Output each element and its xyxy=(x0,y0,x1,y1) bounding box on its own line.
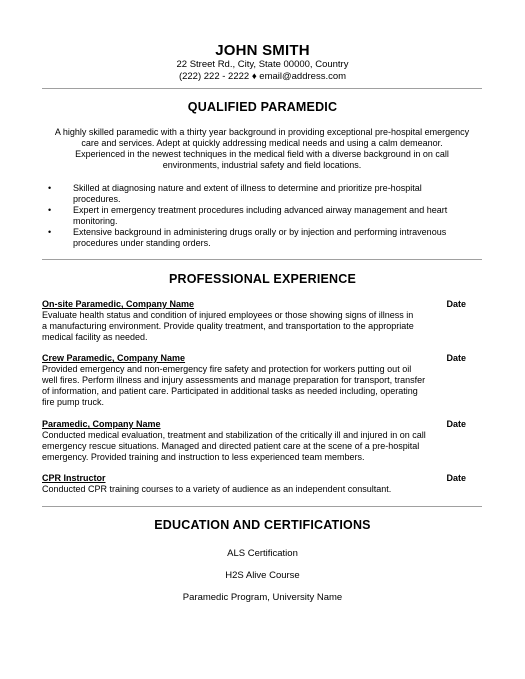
list-item-line: Skilled at diagnosing nature and extent of illness to determine and prioritize pre-hospital xyxy=(73,183,422,193)
resume-header xyxy=(0,0,525,83)
job-header xyxy=(42,473,466,484)
job-description-line: emergency rescue situations. Managed and directed patient care at the scene of a pre-hospital xyxy=(42,441,420,451)
candidate-name: JOHN SMITH xyxy=(215,42,310,59)
list-item xyxy=(42,227,482,249)
job-date: Date xyxy=(446,299,466,309)
job-entry-cpr-instructor xyxy=(42,473,466,495)
list-item-line: Expert in emergency treatment procedures including advanced airway management and heart xyxy=(73,205,448,215)
job-date: Date xyxy=(446,473,466,483)
education-item: Paramedic Program, University Name xyxy=(182,592,343,603)
job-description xyxy=(42,484,466,495)
job-entry-onsite-paramedic xyxy=(42,299,466,343)
list-item xyxy=(42,183,482,205)
divider-header xyxy=(42,88,482,89)
list-item-line: Extensive background in administering drugs orally or by injection and performing intravenous xyxy=(73,227,447,237)
job-title: Crew Paramedic, Company Name xyxy=(42,353,186,363)
summary-paragraph xyxy=(42,127,482,171)
divider-experience xyxy=(42,506,482,507)
list-item-line: procedures under standing orders. xyxy=(73,238,211,248)
summary-line: environments, industrial safety and field locations. xyxy=(162,160,362,170)
job-description-line: well fires. Perform illness and injury assessments and manage preparation for transport, transfer xyxy=(42,375,426,385)
divider-qualified xyxy=(42,259,482,260)
job-description-line: a manufacturing environment. Provide quality treatment, and transportation to the appropriate xyxy=(42,321,414,331)
job-title: CPR Instructor xyxy=(42,473,106,483)
section-title-education: EDUCATION AND CERTIFICATIONS xyxy=(154,518,371,532)
job-title: On-site Paramedic, Company Name xyxy=(42,299,195,309)
summary-line: A highly skilled paramedic with a thirty year background in providing exceptional pre-hospital emergency xyxy=(54,127,470,137)
job-date: Date xyxy=(446,353,466,363)
section-title-qualified: QUALIFIED PARAMEDIC xyxy=(187,100,338,114)
job-header xyxy=(42,299,466,310)
contact-line: (222) 222 - 2222 ♦ email@address.com xyxy=(178,71,347,82)
job-description-line: of information, and patient care. Participated in additional tasks as needed including, operating xyxy=(42,386,418,396)
job-entry-crew-paramedic xyxy=(42,353,466,408)
job-description-line: emergency. Provided training and instruction to less experienced team members. xyxy=(42,452,365,462)
bullet-icon: • xyxy=(48,227,52,237)
job-description-line: fire pump truck. xyxy=(42,397,105,407)
list-item-line: procedures. xyxy=(73,194,121,204)
job-header xyxy=(42,353,466,364)
job-description xyxy=(42,364,466,408)
job-description xyxy=(42,310,466,343)
list-item-line: monitoring. xyxy=(73,216,118,226)
address-line: 22 Street Rd., City, State 00000, Country xyxy=(176,59,349,70)
job-description-line: Provided emergency and non-emergency fire safety and protection for workers putting out oil xyxy=(42,364,412,374)
job-description-line: Conducted CPR training courses to a variety of audience as an independent consultant. xyxy=(42,484,392,494)
summary-line: care and services. Adept at quickly addressing medical needs and using a calm demeanor. xyxy=(81,138,443,148)
job-description-line: Conducted medical evaluation, treatment and stabilization of the critically ill and injured in on call xyxy=(42,430,426,440)
bullet-icon: • xyxy=(48,183,52,193)
job-entry-paramedic xyxy=(42,419,466,463)
job-description-line: medical facility as needed. xyxy=(42,332,148,342)
section-title-experience: PROFESSIONAL EXPERIENCE xyxy=(168,272,357,286)
job-description-line: Evaluate health status and condition of injured employees or those showing signs of illness in xyxy=(42,310,414,320)
job-date: Date xyxy=(446,419,466,429)
list-item xyxy=(42,205,482,227)
job-description xyxy=(42,430,466,463)
skills-list xyxy=(42,183,482,249)
job-header xyxy=(42,419,466,430)
bullet-icon: • xyxy=(48,205,52,215)
job-title: Paramedic, Company Name xyxy=(42,419,161,429)
education-item: ALS Certification xyxy=(227,548,298,559)
education-item: H2S Alive Course xyxy=(225,570,300,581)
summary-line: Experienced in the newest techniques in the medical field with a diverse background in on call xyxy=(75,149,449,159)
